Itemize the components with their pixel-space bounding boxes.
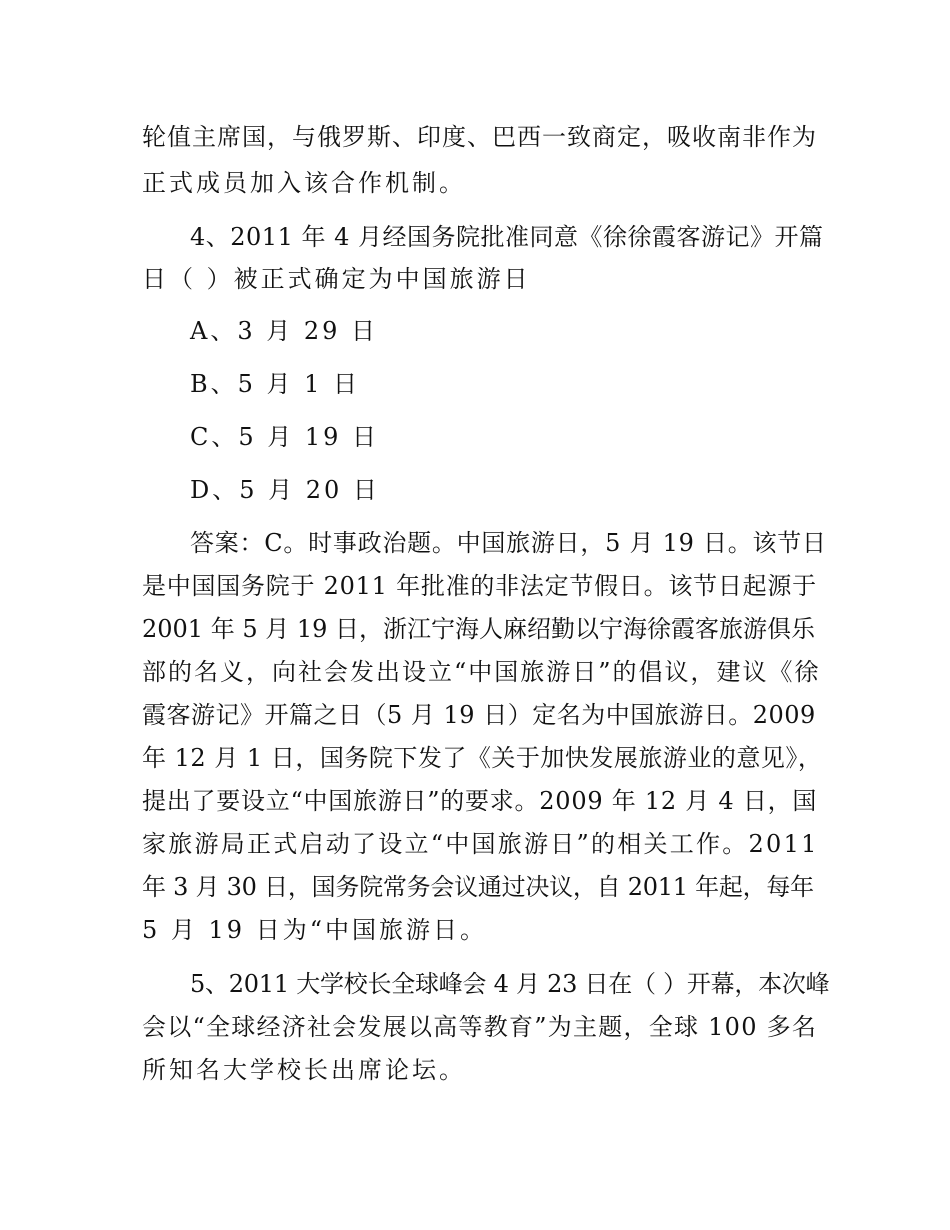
answer-line: 年 3 月 30 日，国务院常务会议通过决议，自 2011 年起，每年	[142, 873, 814, 901]
answer-line: 5 月 19 日为“中国旅游日。	[142, 916, 487, 944]
paragraph-line: 正式成员加入该合作机制。	[142, 169, 466, 197]
answer-line: 家旅游局正式启动了设立“中国旅游日”的相关工作。2011	[142, 830, 819, 858]
question-line: 4、2011 年 4 月经国务院批准同意《徐徐霞客游记》开篇	[190, 223, 824, 251]
question-line: 会以“全球经济社会发展以高等教育”为主题，全球 100 多名	[142, 1013, 818, 1041]
option-a: A、3 月 29 日	[190, 317, 379, 345]
answer-line: 霞客游记》开篇之日（5 月 19 日）定名为中国旅游日。2009	[142, 701, 816, 729]
answer-line: 是中国国务院于 2011 年批准的非法定节假日。该节日起源于	[142, 572, 817, 600]
question-line: 所知名大学校长出席论坛。	[142, 1056, 466, 1084]
paragraph-line: 轮值主席国，与俄罗斯、印度、巴西一致商定，吸收南非作为	[142, 123, 817, 151]
answer-line: 答案：C。时事政治题。中国旅游日，5 月 19 日。该节日	[190, 529, 827, 557]
option-c: C、5 月 19 日	[190, 423, 380, 451]
question-line: 日（ ）被正式确定为中国旅游日	[142, 265, 531, 293]
question-line: 5、2011 大学校长全球峰会 4 月 23 日在（ ）开幕，本次峰	[190, 970, 830, 998]
option-b: B、5 月 1 日	[190, 370, 361, 398]
answer-line: 提出了要设立“中国旅游日”的要求。2009 年 12 月 4 日，国	[142, 787, 818, 815]
option-d: D、5 月 20 日	[190, 476, 380, 504]
answer-line: 2001 年 5 月 19 日，浙江宁海人麻绍勤以宁海徐霞客旅游俱乐	[142, 615, 816, 643]
answer-line: 年 12 月 1 日，国务院下发了《关于加快发展旅游业的意见》，	[142, 744, 823, 772]
answer-line: 部的名义，向社会发出设立“中国旅游日”的倡议，建议《徐	[142, 658, 821, 686]
